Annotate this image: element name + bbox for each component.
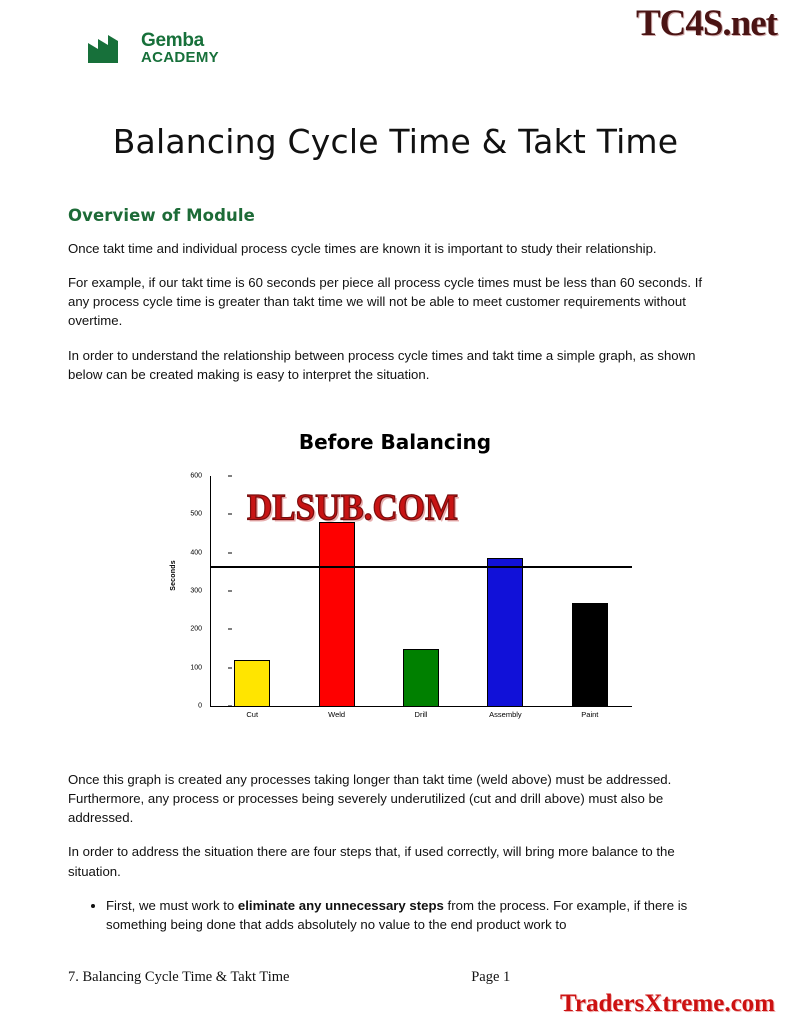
chart-y-tick-label: 400 bbox=[190, 549, 202, 557]
bullet-list bbox=[68, 896, 728, 934]
bullet-text-prefix: First, we must work to bbox=[106, 897, 238, 913]
paragraph: Once this graph is created any processes taking longer than takt time (weld above) must be addressed. Furthermore, any process or processes being severely underutilized (cut and drill above) must also be addressed. bbox=[68, 772, 672, 826]
chart-x-tick-label: Weld bbox=[328, 710, 346, 719]
chart-bar-slot bbox=[463, 476, 547, 706]
chart-y-tick-label: 100 bbox=[190, 664, 202, 672]
chart-title: Before Balancing bbox=[298, 430, 492, 454]
before-balancing-chart bbox=[150, 430, 640, 760]
list-item bbox=[106, 896, 728, 934]
chart-x-tick-label: Drill bbox=[414, 710, 428, 719]
chart-y-tick-label: 600 bbox=[190, 472, 202, 480]
paragraph: For example, if our takt time is 60 seconds per piece all process cycle times must be less than 60 seconds. If any process cycle time is greater than takt time we will not be able to meet customer requirements without overtime. bbox=[68, 275, 703, 329]
chart-x-labels bbox=[210, 710, 632, 719]
chart-y-tick-label: 0 bbox=[198, 702, 202, 710]
chart-bar bbox=[572, 603, 608, 707]
section-heading: Overview of Module bbox=[68, 206, 255, 225]
chart-bar bbox=[403, 649, 439, 707]
bullet-text-bold: eliminate any unnecessary steps bbox=[237, 897, 444, 913]
factory-icon bbox=[86, 31, 134, 65]
chart-x-tick-label: Cut bbox=[246, 710, 259, 719]
chart-bar-slot bbox=[548, 476, 632, 706]
gemba-academy-logo bbox=[86, 31, 219, 65]
chart-y-ticks bbox=[169, 472, 206, 710]
logo-line-2: ACADEMY bbox=[141, 49, 219, 66]
takt-time-line bbox=[210, 566, 632, 568]
page-footer bbox=[68, 969, 728, 986]
footer-left-text: 7. Balancing Cycle Time & Takt Time bbox=[68, 969, 290, 985]
chart-y-tick-label: 300 bbox=[190, 587, 202, 595]
bullet-text-suffix: from the process. For example, if there is something being done that adds absolutely no value to the end product work to bbox=[106, 897, 688, 932]
chart-y-tick-label: 200 bbox=[190, 625, 202, 633]
chart-bar bbox=[319, 522, 355, 706]
watermark-top-right: TC4S.net bbox=[635, 3, 777, 44]
page-title: Balancing Cycle Time & Takt Time bbox=[112, 122, 679, 161]
chart-bar bbox=[487, 558, 523, 706]
closing-section bbox=[68, 770, 728, 934]
footer-page-number: Page 1 bbox=[471, 969, 511, 985]
chart-x-axis bbox=[210, 706, 632, 707]
chart-x-tick-label: Paint bbox=[581, 710, 599, 719]
chart-x-tick-label: Assembly bbox=[489, 710, 522, 719]
chart-bar bbox=[234, 660, 270, 706]
paragraph: In order to understand the relationship between process cycle times and takt time a simple graph, as shown below can be created making is easy to interpret the situation. bbox=[68, 347, 696, 382]
logo-text bbox=[141, 31, 219, 65]
watermark-center: DLSUB.COM bbox=[247, 487, 458, 528]
logo-line-1: Gemba bbox=[141, 30, 204, 51]
overview-section bbox=[68, 206, 726, 399]
paragraph: In order to address the situation there are four steps that, if used correctly, will bring more balance to the situation. bbox=[68, 844, 675, 879]
chart-y-axis-label: Seconds bbox=[169, 560, 177, 591]
chart-y-tick-label: 500 bbox=[190, 510, 202, 518]
watermark-bottom-right: TradersXtreme.com bbox=[560, 990, 775, 1017]
paragraph: Once takt time and individual process cycle times are known it is important to study their relationship. bbox=[68, 241, 657, 256]
